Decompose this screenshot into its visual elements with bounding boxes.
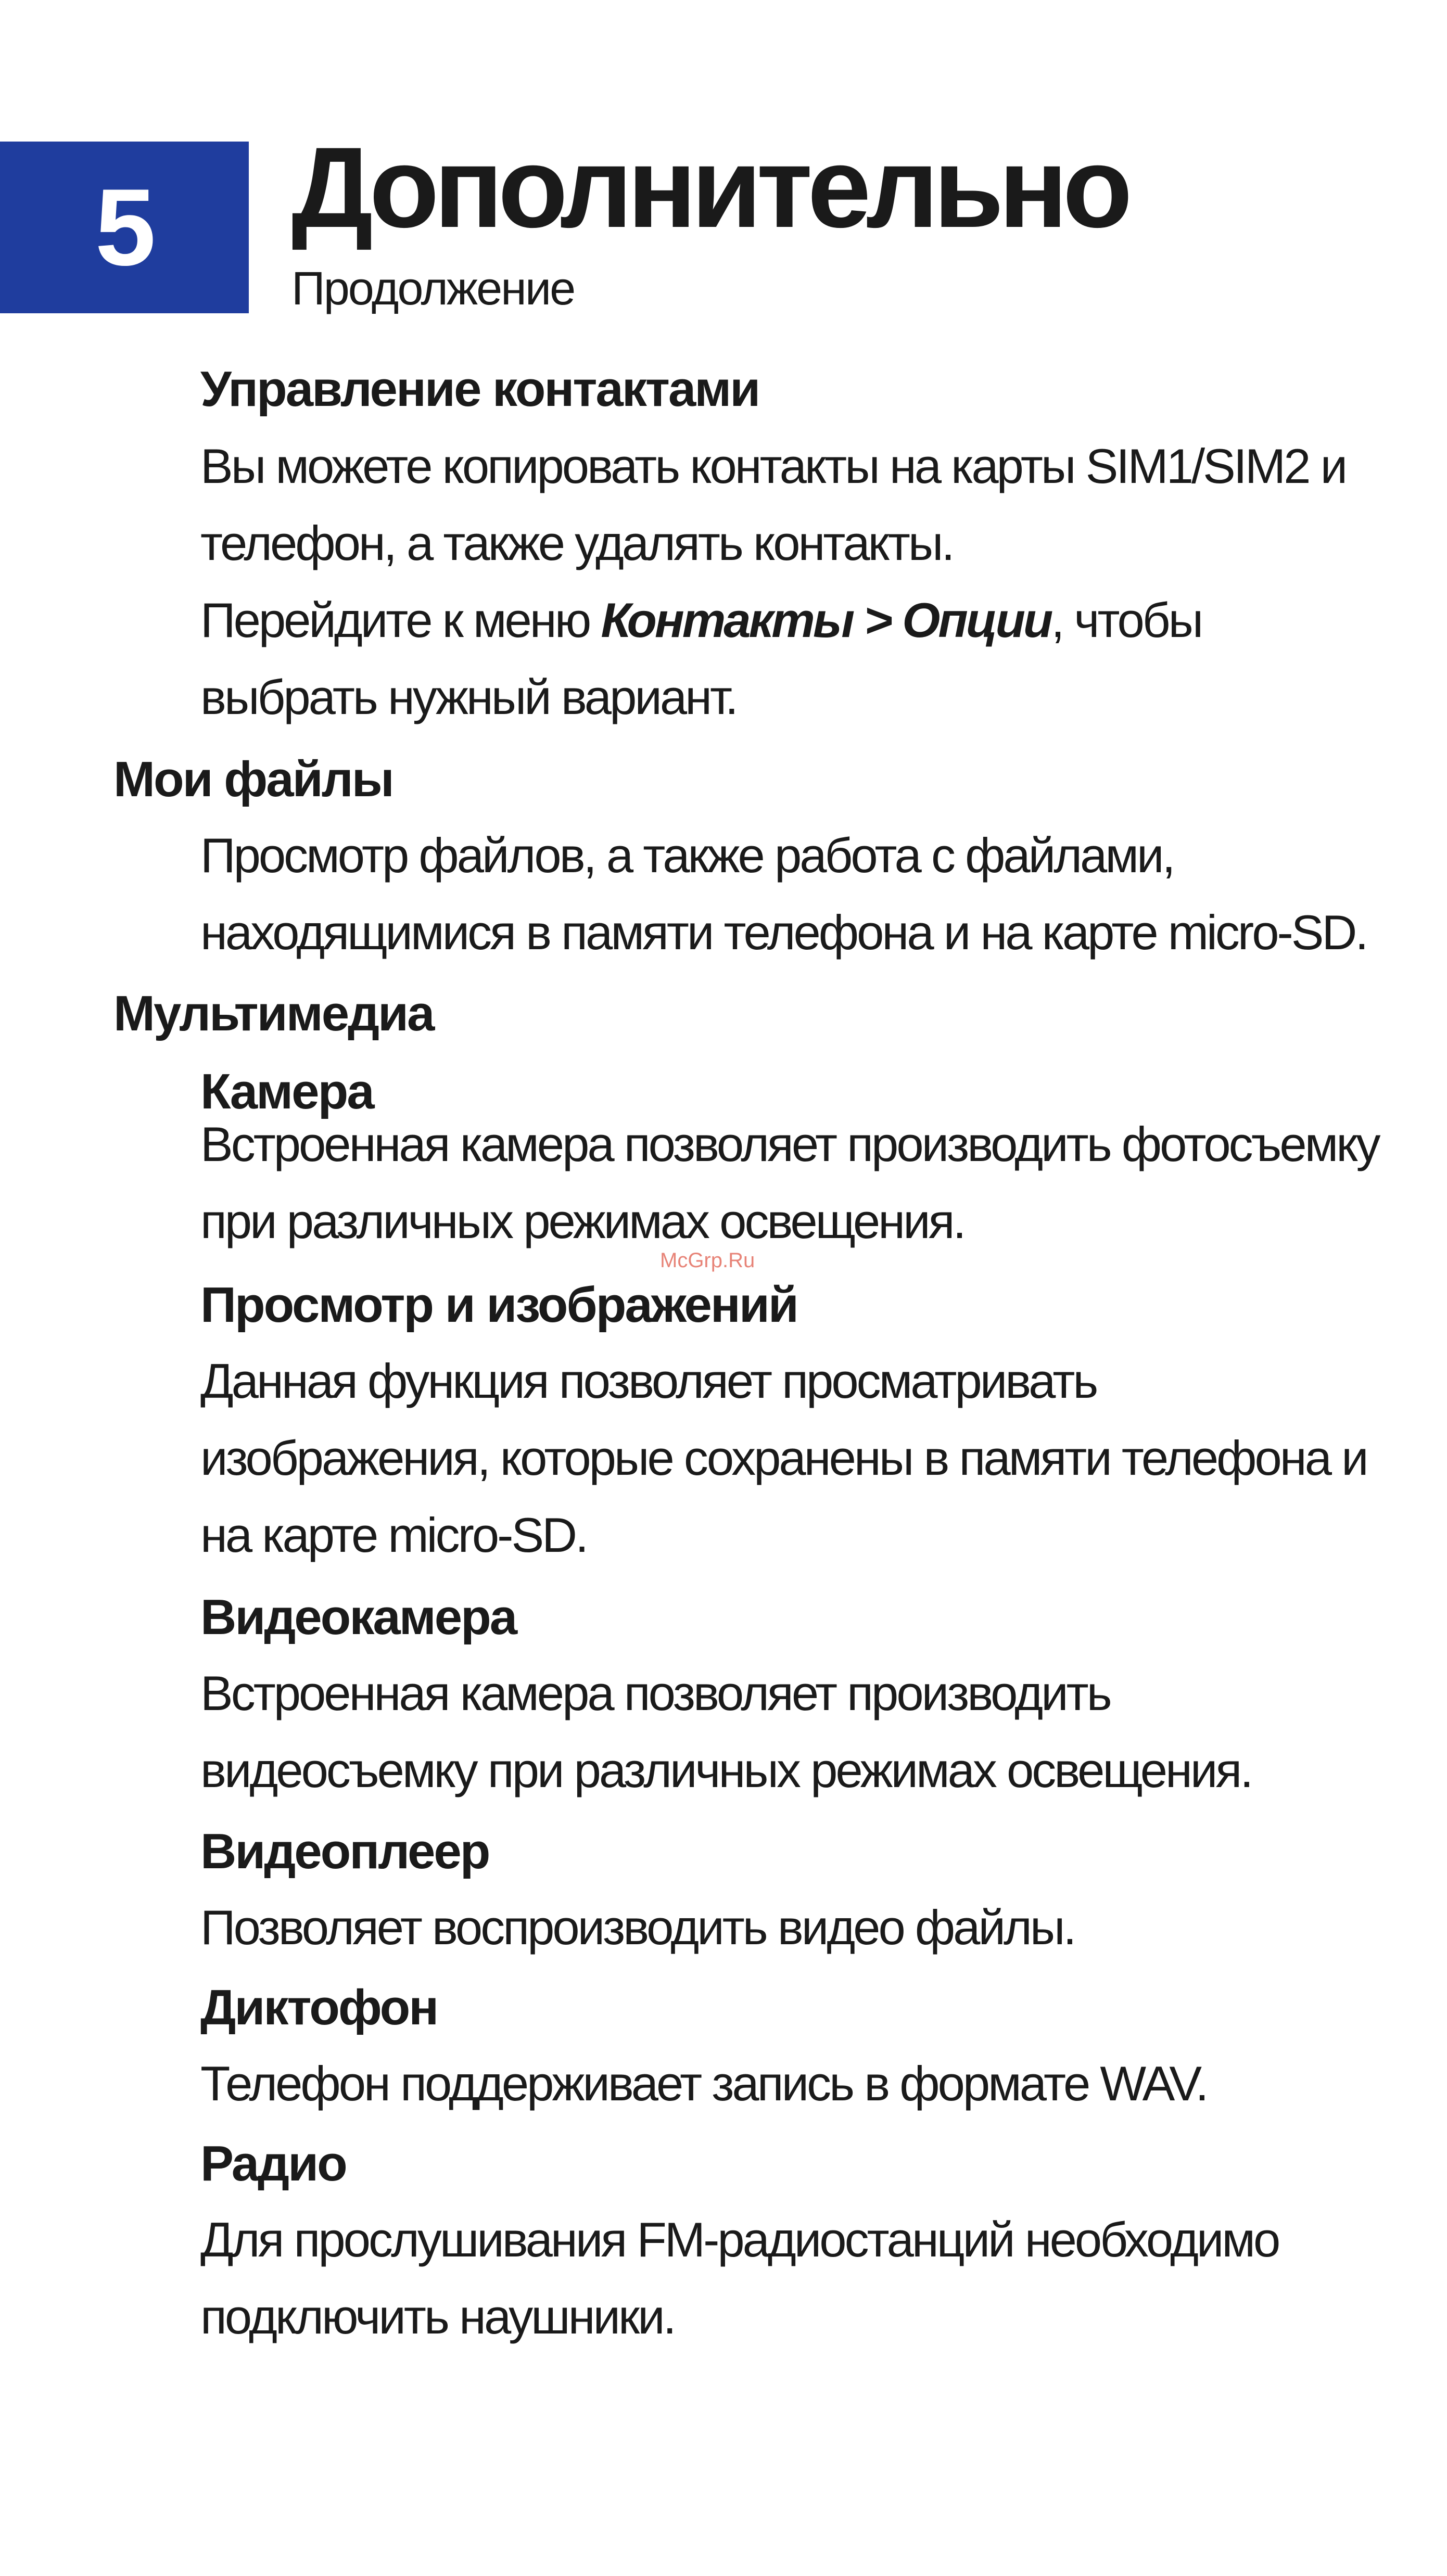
text-line bbox=[200, 582, 1346, 659]
text-line: Вы можете копировать контакты на карты SIM1/SIM2 и bbox=[200, 439, 1346, 493]
text-line: Встроенная камера позволяет производить bbox=[200, 1666, 1110, 1720]
text-line: Для прослушивания FM-радиостанций необходимо bbox=[200, 2212, 1279, 2267]
text-line: Просмотр файлов, а также работа с файлами, bbox=[200, 828, 1174, 883]
text-line: находящимися в памяти телефона и на карте micro-SD. bbox=[200, 905, 1367, 960]
text-line: при различных режимах освещения. bbox=[200, 1194, 964, 1248]
text-line: выбрать нужный вариант. bbox=[200, 670, 737, 724]
viewer-text bbox=[200, 1343, 1367, 1574]
text-line: видеосъемку при различных режимах освещения. bbox=[200, 1743, 1252, 1797]
chapter-number: 5 bbox=[95, 166, 154, 288]
text-line: Позволяет воспроизводить видео файлы. bbox=[200, 1900, 1075, 1955]
videocamera-heading: Видеокамера bbox=[200, 1589, 516, 1645]
text-fragment: , чтобы bbox=[1051, 593, 1202, 647]
text-fragment: Перейдите к меню bbox=[200, 593, 601, 647]
text-line: подключить наушники. bbox=[200, 2289, 675, 2344]
videoplayer-text bbox=[200, 1889, 1075, 1966]
camera-heading: Камера bbox=[200, 1064, 373, 1119]
text-line: Встроенная камера позволяет производить фотосъемку bbox=[200, 1117, 1379, 1171]
section-files-text bbox=[200, 817, 1367, 971]
recorder-heading: Диктофон bbox=[200, 1980, 438, 2035]
page-title: Дополнительно bbox=[291, 123, 1127, 251]
viewer-heading: Просмотр и изображений bbox=[200, 1277, 797, 1333]
watermark: McGrp.Ru bbox=[660, 1249, 755, 1272]
page-subtitle: Продолжение bbox=[291, 263, 575, 315]
text-line: телефон, а также удалять контакты. bbox=[200, 516, 953, 570]
recorder-text bbox=[200, 2045, 1207, 2122]
text-line: изображения, которые сохранены в памяти телефона и bbox=[200, 1431, 1367, 1485]
videocamera-text bbox=[200, 1655, 1251, 1809]
section-multimedia-heading: Мультимедиа bbox=[113, 986, 434, 1041]
camera-text bbox=[200, 1106, 1378, 1260]
radio-heading: Радио bbox=[200, 2136, 346, 2191]
videoplayer-heading: Видеоплеер bbox=[200, 1823, 489, 1879]
section-contacts-heading: Управление контактами bbox=[200, 361, 759, 417]
text-line: Телефон поддерживает запись в формате WAV. bbox=[200, 2056, 1207, 2111]
radio-text bbox=[200, 2201, 1278, 2355]
menu-path: Контакты > Опции bbox=[601, 593, 1051, 647]
text-line: на карте micro-SD. bbox=[200, 1508, 587, 1562]
section-files-heading: Мои файлы bbox=[113, 751, 393, 807]
chapter-number-badge bbox=[0, 142, 249, 313]
text-line: Данная функция позволяет просматривать bbox=[200, 1354, 1097, 1408]
section-contacts-text bbox=[200, 428, 1346, 736]
